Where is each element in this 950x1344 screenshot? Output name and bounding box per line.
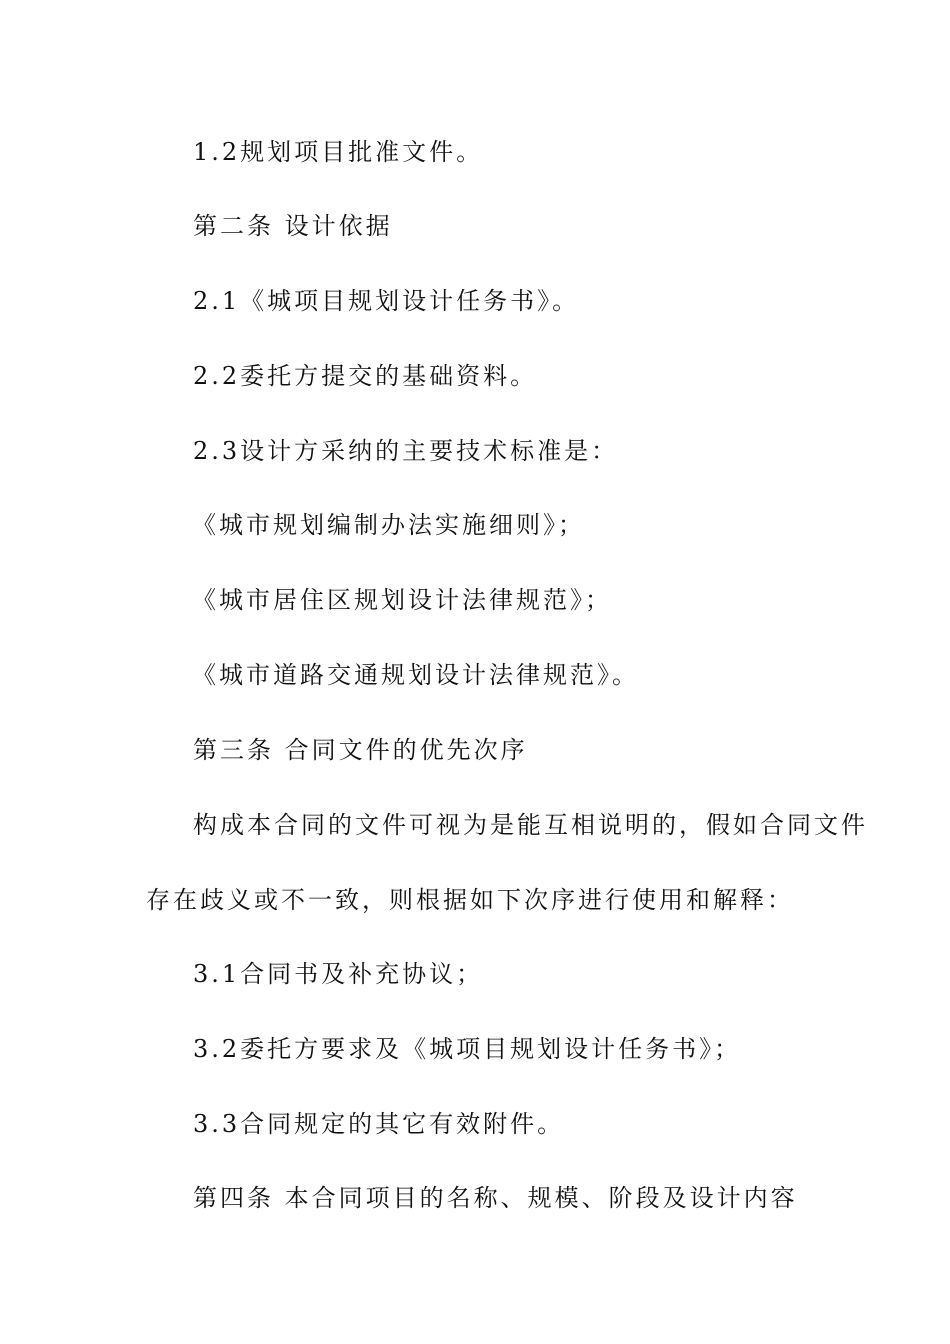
clause-2-3: 2.3设计方采纳的主要技术标准是： xyxy=(193,437,619,465)
clause-2-1: 2.1《城项目规划设计任务书》。 xyxy=(193,287,580,315)
standard-item-3: 《城市道路交通规划设计法律规范》。 xyxy=(192,661,639,689)
standard-item-2: 《城市居住区规划设计法律规范》； xyxy=(192,586,612,614)
clause-3-1: 3.1合同书及补充协议； xyxy=(193,960,484,988)
article-3-paragraph-line-1: 构成本合同的文件可视为是能互相说明的，假如合同文件 xyxy=(193,811,868,839)
clause-1-2: 1.2规划项目批准文件。 xyxy=(193,138,484,166)
article-4-heading: 第四条 本合同项目的名称、规模、阶段及设计内容 xyxy=(193,1184,798,1212)
clause-2-2: 2.2委托方提交的基础资料。 xyxy=(193,362,538,390)
article-3-heading: 第三条 合同文件的优先次序 xyxy=(193,736,528,764)
clause-3-2: 3.2委托方要求及《城项目规划设计任务书》； xyxy=(193,1035,742,1063)
article-3-paragraph-line-2: 存在歧义或不一致，则根据如下次序进行使用和解释： xyxy=(146,886,794,914)
clause-3-3: 3.3合同规定的其它有效附件。 xyxy=(193,1110,565,1138)
article-2-heading: 第二条 设计依据 xyxy=(193,212,393,240)
standard-item-1: 《城市规划编制办法实施细则》； xyxy=(192,511,585,539)
